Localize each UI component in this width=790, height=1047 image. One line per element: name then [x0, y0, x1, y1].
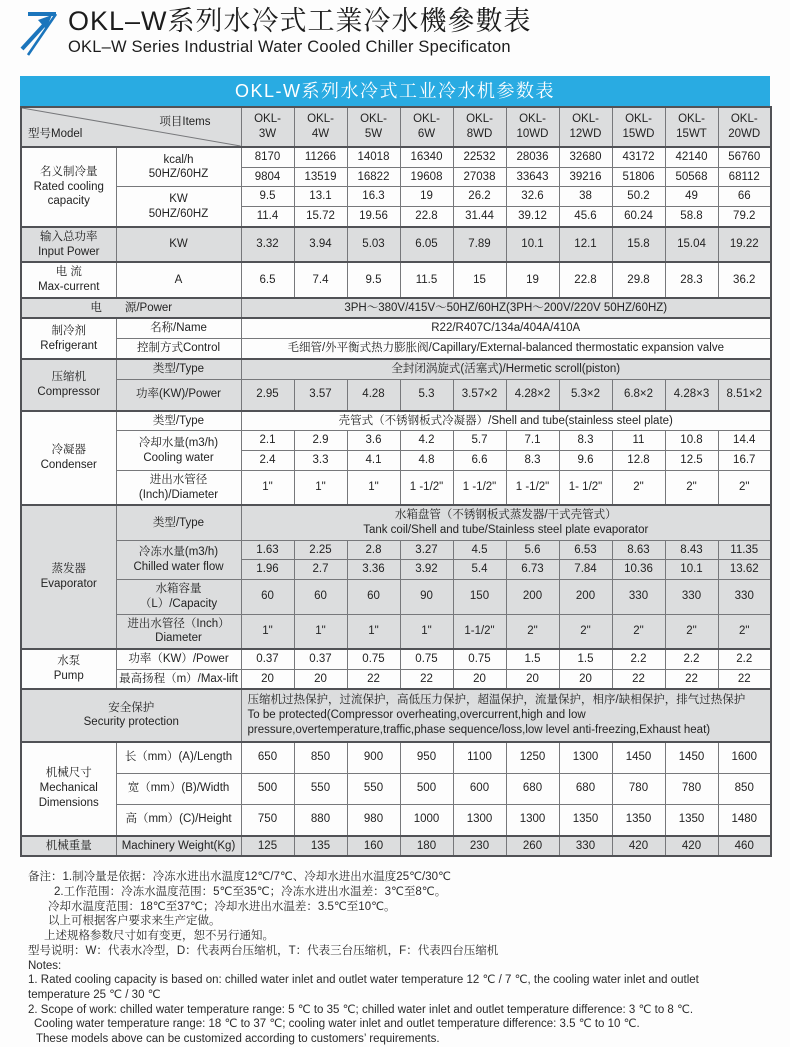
value-cell: 420 [665, 836, 718, 857]
value-cell: 2.95 [241, 379, 294, 411]
value-cell: 4.5 [453, 540, 506, 560]
value-cell: 6.73 [506, 560, 559, 580]
value-cell: 330 [718, 580, 771, 614]
table-row [21, 804, 771, 836]
value-cell: 1- 1/2" [559, 470, 612, 505]
notes-section [28, 870, 772, 1046]
value-cell: 3.3 [294, 451, 347, 471]
value-cell: 1" [400, 614, 453, 649]
value-cell: 10.8 [665, 431, 718, 451]
value-cell: 39.12 [506, 207, 559, 227]
value-cell: 12.8 [612, 451, 665, 471]
value-cell: 680 [506, 773, 559, 804]
value-cell: 22.8 [400, 207, 453, 227]
table-row [21, 836, 771, 857]
table-row [21, 147, 771, 167]
value-cell: 10.1 [665, 560, 718, 580]
value-cell: 5.4 [453, 560, 506, 580]
value-cell: 4.28 [347, 379, 400, 411]
value-cell: 1.5 [506, 649, 559, 669]
value-cell: 2.2 [612, 649, 665, 669]
table-row [21, 614, 771, 649]
value-cell: 56760 [718, 147, 771, 167]
note-line: 2. Scope of work: chilled water temperature range: 5 ℃ to 35 ℃; chilled water inlet and outlet temperature difference: 3 ℃ to 8 ℃. [28, 1003, 694, 1016]
note-line: 冷却水温度范围：18℃至37℃；冷却水进出水温差：3.5℃至10℃。 [48, 900, 396, 913]
value-cell: 6.6 [453, 451, 506, 471]
item-label: 类型/Type [116, 411, 241, 431]
value-cell: 28036 [506, 147, 559, 167]
item-label: 进出水管径 (Inch)/Diameter [116, 470, 241, 505]
value-cell: 500 [241, 773, 294, 804]
value-cell: 9.5 [241, 187, 294, 207]
value-cell: 5.3×2 [559, 379, 612, 411]
note-line: 型号说明：W：代表水冷型，D：代表两台压缩机，T：代表三台压缩机，F：代表四台压缩机 [28, 944, 499, 957]
value-cell: 900 [347, 742, 400, 774]
value-cell: 1350 [612, 804, 665, 836]
value-cell: 60 [294, 580, 347, 614]
value-cell: 330 [612, 580, 665, 614]
value-cell: 20 [294, 669, 347, 689]
value-cell: 68112 [718, 167, 771, 187]
span-value: 3PH～380V/415V～50HZ/60HZ(3PH～200V/220V 50HZ/60HZ) [241, 298, 771, 319]
item-label: A [116, 262, 241, 297]
value-cell: 2" [665, 470, 718, 505]
value-cell: 6.05 [400, 227, 453, 262]
value-cell: 10.1 [506, 227, 559, 262]
model-column-header: OKL- 8WD [453, 107, 506, 147]
item-label: 冷却水量(m3/h) Cooling water [116, 431, 241, 470]
value-cell: 12.5 [665, 451, 718, 471]
value-cell: 16340 [400, 147, 453, 167]
value-cell: 50568 [665, 167, 718, 187]
value-cell: 6.53 [559, 540, 612, 560]
value-cell: 42140 [665, 147, 718, 167]
value-cell: 1.5 [559, 649, 612, 669]
value-cell: 1100 [453, 742, 506, 774]
value-cell: 4.28×2 [506, 379, 559, 411]
note-line: 1. Rated cooling capacity is based on: chilled water inlet and outlet water temperature 12 ℃ / 7 ℃, the cooling water inlet and outlet [28, 974, 699, 987]
value-cell: 1 -1/2" [400, 470, 453, 505]
value-cell: 850 [718, 773, 771, 804]
value-cell: 15 [453, 262, 506, 297]
value-cell: 500 [400, 773, 453, 804]
table-row [21, 470, 771, 505]
table-row [21, 227, 771, 262]
item-label: 控制方式Control [116, 339, 241, 359]
item-label: 类型/Type [116, 505, 241, 540]
value-cell: 32.6 [506, 187, 559, 207]
value-cell: 4.28×3 [665, 379, 718, 411]
group-label: 机械尺寸 Mechanical Dimensions [21, 742, 116, 836]
value-cell: 1 -1/2" [453, 470, 506, 505]
value-cell: 29.8 [612, 262, 665, 297]
corner-header-cell [21, 107, 241, 147]
item-label: 最高扬程（m）/Max-lift [116, 669, 241, 689]
value-cell: 200 [559, 580, 612, 614]
value-cell: 11.4 [241, 207, 294, 227]
value-cell: 8.3 [559, 431, 612, 451]
value-cell: 33643 [506, 167, 559, 187]
value-cell: 780 [612, 773, 665, 804]
table-row [21, 505, 771, 540]
table-row [21, 669, 771, 689]
item-label: 名称/Name [116, 318, 241, 338]
note-line: Notes: [28, 959, 62, 972]
item-label: KW [116, 227, 241, 262]
group-label: 名义制冷量 Rated cooling capacity [21, 147, 116, 227]
value-cell: 125 [241, 836, 294, 857]
value-cell: 20 [453, 669, 506, 689]
value-cell: 2" [506, 614, 559, 649]
group-label: 水泵 Pump [21, 649, 116, 689]
value-cell: 32680 [559, 147, 612, 167]
value-cell: 1450 [612, 742, 665, 774]
value-cell: 22 [400, 669, 453, 689]
value-cell: 3.27 [400, 540, 453, 560]
group-label: 机械重量 [21, 836, 116, 857]
value-cell: 950 [400, 742, 453, 774]
company-logo [16, 8, 62, 58]
value-cell: 9804 [241, 167, 294, 187]
corner-items-label: 项目Items [159, 116, 211, 128]
value-cell: 19 [400, 187, 453, 207]
value-cell: 2.1 [241, 431, 294, 451]
group-label: 压缩机 Compressor [21, 359, 116, 411]
value-cell: 11266 [294, 147, 347, 167]
value-cell: 19.56 [347, 207, 400, 227]
value-cell: 7.84 [559, 560, 612, 580]
value-cell: 27038 [453, 167, 506, 187]
arrow-logo-icon [16, 8, 62, 58]
note-line: 2.工作范围：冷冻水温度范围：5℃至35℃；冷冻水进出水温差：3℃至8℃。 [54, 885, 447, 898]
page-title-zh: OKL–W系列水冷式工業冷水機參數表 [68, 6, 532, 36]
value-cell: 13.1 [294, 187, 347, 207]
note-line: Cooling water temperature range: 18 ℃ to 37 ℃; cooling water inlet and outlet temperature difference: 3.5 ℃ to 10 ℃. [34, 1018, 640, 1031]
value-cell: 1.96 [241, 560, 294, 580]
value-cell: 16822 [347, 167, 400, 187]
value-cell: 58.8 [665, 207, 718, 227]
value-cell: 22 [612, 669, 665, 689]
value-cell: 1" [241, 614, 294, 649]
item-label: Machinery Weight(Kg) [116, 836, 241, 857]
value-cell: 4.2 [400, 431, 453, 451]
value-cell: 1" [294, 614, 347, 649]
value-cell: 14018 [347, 147, 400, 167]
value-cell: 2.25 [294, 540, 347, 560]
value-cell: 1" [241, 470, 294, 505]
span-value: 水箱盘管（不锈钢板式蒸发器/干式壳管式） Tank coil/Shell and tube/Stainless steel plate evaporator [241, 505, 771, 540]
value-cell: 36.2 [718, 262, 771, 297]
value-cell: 22.8 [559, 262, 612, 297]
value-cell: 7.4 [294, 262, 347, 297]
table-row [21, 379, 771, 411]
value-cell: 15.8 [612, 227, 665, 262]
note-line: 上述规格参数尺寸如有变更，恕不另行通知。 [44, 930, 274, 943]
value-cell: 19.22 [718, 227, 771, 262]
value-cell: 1600 [718, 742, 771, 774]
table-row [21, 187, 771, 207]
span-value: 毛细管/外平衡式热力膨胀阀/Capillary/External-balanced thermostatic expansion valve [241, 339, 771, 359]
value-cell: 19 [506, 262, 559, 297]
value-cell: 1.63 [241, 540, 294, 560]
value-cell: 11 [612, 431, 665, 451]
corner-model-label: 型号Model [28, 128, 83, 141]
value-cell: 15.72 [294, 207, 347, 227]
value-cell: 22 [665, 669, 718, 689]
value-cell: 0.75 [453, 649, 506, 669]
model-column-header: OKL- 12WD [559, 107, 612, 147]
value-cell: 31.44 [453, 207, 506, 227]
table-row [21, 689, 771, 741]
value-cell: 8170 [241, 147, 294, 167]
value-cell: 15.04 [665, 227, 718, 262]
value-cell: 8.43 [665, 540, 718, 560]
value-cell: 3.57×2 [453, 379, 506, 411]
table-row [21, 359, 771, 379]
item-label: 功率(KW)/Power [116, 379, 241, 411]
value-cell: 16.3 [347, 187, 400, 207]
value-cell: 1250 [506, 742, 559, 774]
value-cell: 4.8 [400, 451, 453, 471]
value-cell: 650 [241, 742, 294, 774]
value-cell: 0.75 [400, 649, 453, 669]
item-label: 功率（KW）/Power [116, 649, 241, 669]
model-column-header: OKL- 5W [347, 107, 400, 147]
value-cell: 60 [347, 580, 400, 614]
value-cell: 0.37 [241, 649, 294, 669]
item-label: 水箱容量（L）/Capacity [116, 580, 241, 614]
value-cell: 2.2 [718, 649, 771, 669]
item-label: 宽（mm）(B)/Width [116, 773, 241, 804]
value-cell: 1350 [665, 804, 718, 836]
value-cell: 20 [506, 669, 559, 689]
value-cell: 14.4 [718, 431, 771, 451]
value-cell: 260 [506, 836, 559, 857]
span-value: R22/R407C/134a/404A/410A [241, 318, 771, 338]
value-cell: 11.35 [718, 540, 771, 560]
value-cell: 1000 [400, 804, 453, 836]
value-cell: 2" [612, 614, 665, 649]
note-line: 备注：1.制冷量是依据：冷冻水进出水温度12℃/7℃、冷却水进出水温度25℃/30℃ [28, 871, 451, 884]
table-row [21, 773, 771, 804]
model-column-header: OKL- 15WT [665, 107, 718, 147]
value-cell: 2" [612, 470, 665, 505]
value-cell: 22 [718, 669, 771, 689]
value-cell: 90 [400, 580, 453, 614]
value-cell: 980 [347, 804, 400, 836]
model-header-row [21, 107, 771, 147]
value-cell: 3.92 [400, 560, 453, 580]
note-line: 以上可根据客户要求来生产定做。 [48, 915, 221, 928]
value-cell: 9.5 [347, 262, 400, 297]
table-row [21, 431, 771, 451]
item-label: kcal/h 50HZ/60HZ [116, 147, 241, 187]
value-cell: 5.6 [506, 540, 559, 560]
group-label: 蒸发器 Evaporator [21, 505, 116, 649]
value-cell: 550 [294, 773, 347, 804]
group-label: 安全保护 Security protection [21, 689, 241, 741]
group-label: 制冷剂 Refrigerant [21, 318, 116, 358]
item-label: KW 50HZ/60HZ [116, 187, 241, 227]
value-cell: 20 [241, 669, 294, 689]
note-line: temperature 25 ℃ / 30 ℃ [28, 988, 161, 1001]
value-cell: 2.7 [294, 560, 347, 580]
group-label: 输入总功率 Input Power [21, 227, 116, 262]
value-cell: 1 -1/2" [506, 470, 559, 505]
value-cell: 38 [559, 187, 612, 207]
span-value: 全封闭涡旋式(活塞式)/Hermetic scroll(piston) [241, 359, 771, 379]
value-cell: 5.03 [347, 227, 400, 262]
group-label: 电 流 Max-current [21, 262, 116, 297]
page-title-en: OKL–W Series Industrial Water Cooled Chiller Specificaton [68, 38, 511, 57]
model-column-header: OKL- 6W [400, 107, 453, 147]
value-cell: 13519 [294, 167, 347, 187]
value-cell: 10.36 [612, 560, 665, 580]
value-cell: 3.94 [294, 227, 347, 262]
value-cell: 3.36 [347, 560, 400, 580]
table-row [21, 540, 771, 560]
value-cell: 20 [559, 669, 612, 689]
value-cell: 8.63 [612, 540, 665, 560]
span-value: 壳管式（不锈钢板式冷凝器）/Shell and tube(stainless steel plate) [241, 411, 771, 431]
title-block [68, 6, 532, 57]
value-cell: 28.3 [665, 262, 718, 297]
model-column-header: OKL- 4W [294, 107, 347, 147]
value-cell: 1300 [506, 804, 559, 836]
value-cell: 0.75 [347, 649, 400, 669]
value-cell: 26.2 [453, 187, 506, 207]
page-header [0, 0, 790, 68]
value-cell: 1300 [453, 804, 506, 836]
value-cell: 2.2 [665, 649, 718, 669]
value-cell: 2.9 [294, 431, 347, 451]
value-cell: 19608 [400, 167, 453, 187]
value-cell: 11.5 [400, 262, 453, 297]
value-cell: 1" [347, 470, 400, 505]
model-column-header: OKL- 10WD [506, 107, 559, 147]
value-cell: 2" [718, 470, 771, 505]
value-cell: 7.1 [506, 431, 559, 451]
value-cell: 1350 [559, 804, 612, 836]
value-cell: 49 [665, 187, 718, 207]
value-cell: 6.8×2 [612, 379, 665, 411]
value-cell: 1480 [718, 804, 771, 836]
value-cell: 3.57 [294, 379, 347, 411]
value-cell: 180 [400, 836, 453, 857]
value-cell: 600 [453, 773, 506, 804]
value-cell: 9.6 [559, 451, 612, 471]
value-cell: 160 [347, 836, 400, 857]
value-cell: 51806 [612, 167, 665, 187]
value-cell: 13.62 [718, 560, 771, 580]
table-row [21, 339, 771, 359]
table-row [21, 411, 771, 431]
table-row [21, 298, 771, 319]
table-row [21, 649, 771, 669]
value-cell: 16.7 [718, 451, 771, 471]
value-cell: 150 [453, 580, 506, 614]
value-cell: 60.24 [612, 207, 665, 227]
group-label: 冷凝器 Condenser [21, 411, 116, 506]
model-column-header: OKL- 15WD [612, 107, 665, 147]
table-row [21, 580, 771, 614]
table-title-bar: OKL-W系列水冷式工业冷水机参数表 [20, 76, 770, 106]
value-cell: 680 [559, 773, 612, 804]
value-cell: 420 [612, 836, 665, 857]
value-cell: 8.51×2 [718, 379, 771, 411]
spec-table [20, 76, 770, 857]
item-label: 长（mm）(A)/Length [116, 742, 241, 774]
item-label: 类型/Type [116, 359, 241, 379]
item-label: 冷冻水量(m3/h) Chilled water flow [116, 540, 241, 579]
table-row [21, 318, 771, 338]
value-cell: 2.8 [347, 540, 400, 560]
value-cell: 850 [294, 742, 347, 774]
value-cell: 1-1/2" [453, 614, 506, 649]
value-cell: 66 [718, 187, 771, 207]
value-cell: 460 [718, 836, 771, 857]
value-cell: 880 [294, 804, 347, 836]
value-cell: 5.7 [453, 431, 506, 451]
value-cell: 50.2 [612, 187, 665, 207]
value-cell: 39216 [559, 167, 612, 187]
value-cell: 22 [347, 669, 400, 689]
value-cell: 2" [665, 614, 718, 649]
value-cell: 2" [559, 614, 612, 649]
value-cell: 7.89 [453, 227, 506, 262]
value-cell: 330 [559, 836, 612, 857]
value-cell: 2.4 [241, 451, 294, 471]
value-cell: 4.1 [347, 451, 400, 471]
value-cell: 780 [665, 773, 718, 804]
item-label: 高（mm）(C)/Height [116, 804, 241, 836]
span-value: 压缩机过热保护，过流保护，高低压力保护，超温保护，流量保护，相序/缺相保护，排气过热保护 To be protected(Compressor overheating,overcurrent,high and low pressure,overtemperature,traffic,phase sequence/loss,low level anti-freezing,Exhaust heat) [241, 689, 771, 741]
value-cell: 43172 [612, 147, 665, 167]
value-cell: 3.6 [347, 431, 400, 451]
value-cell: 8.3 [506, 451, 559, 471]
value-cell: 1450 [665, 742, 718, 774]
value-cell: 550 [347, 773, 400, 804]
value-cell: 1" [347, 614, 400, 649]
value-cell: 230 [453, 836, 506, 857]
group-label: 电 源/Power [21, 298, 241, 319]
value-cell: 79.2 [718, 207, 771, 227]
value-cell: 750 [241, 804, 294, 836]
value-cell: 6.5 [241, 262, 294, 297]
value-cell: 45.6 [559, 207, 612, 227]
item-label: 进出水管径（Inch） Diameter [116, 614, 241, 649]
table-row [21, 262, 771, 297]
value-cell: 0.37 [294, 649, 347, 669]
model-column-header: OKL- 20WD [718, 107, 771, 147]
value-cell: 1" [294, 470, 347, 505]
value-cell: 22532 [453, 147, 506, 167]
value-cell: 60 [241, 580, 294, 614]
value-cell: 200 [506, 580, 559, 614]
value-cell: 12.1 [559, 227, 612, 262]
value-cell: 330 [665, 580, 718, 614]
value-cell: 5.3 [400, 379, 453, 411]
value-cell: 135 [294, 836, 347, 857]
spec-table-grid [20, 106, 772, 857]
model-column-header: OKL- 3W [241, 107, 294, 147]
table-row [21, 742, 771, 774]
value-cell: 1300 [559, 742, 612, 774]
value-cell: 3.32 [241, 227, 294, 262]
note-line: These models above can be customized according to customers’ requirements. [36, 1033, 440, 1046]
value-cell: 2" [718, 614, 771, 649]
